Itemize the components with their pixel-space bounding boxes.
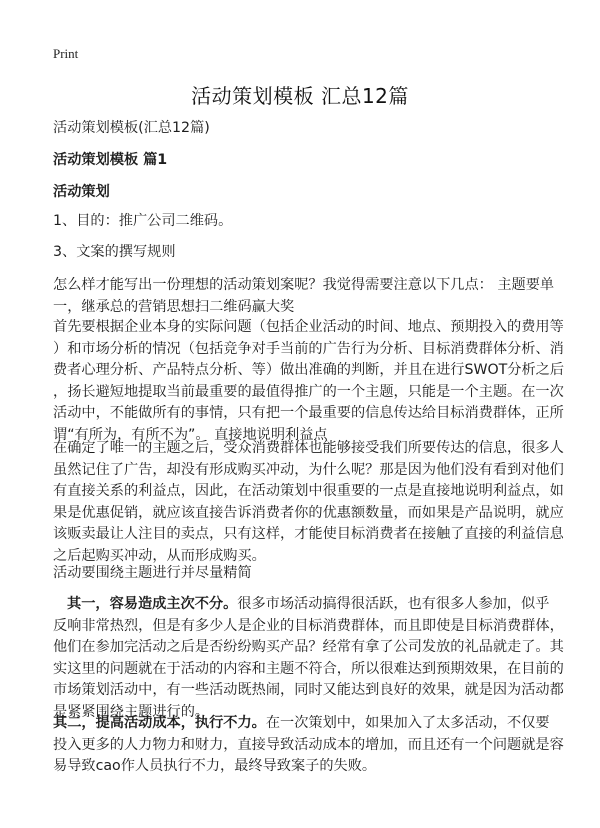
- text-line: 费者心理分析、产品特点分析、等）做出准确的判断，并且在进行SWOT分析之后: [53, 362, 565, 378]
- text-line: 该贩卖最让人注目的卖点，只有这样，才能使目标消费者在接触了直接的利益信息: [53, 526, 564, 542]
- text-line: 首先要根据企业本身的实际问题（包括企业活动的时间、地点、预期投入的费用等: [53, 319, 564, 335]
- text-line: 有直接关系的利益点，因此，在活动策划中很重要的一点是直接地说明利益点，如: [53, 483, 564, 499]
- text-line: 是紧紧围绕主题进行的。: [53, 703, 210, 720]
- paragraph-point-one: [53, 594, 563, 723]
- text-line: 实这里的问题就在于活动的内容和主题不符合，所以很难达到预期效果，在目前的: [53, 660, 564, 677]
- text-line: [53, 713, 563, 735]
- print-label[interactable]: Print: [53, 46, 79, 61]
- text-line: 在确定了唯一的主题之后，受众消费群体也能够接受我们所要传达的信息，很多人: [53, 440, 564, 456]
- text-line: 谓“有所为，有所不为”。 直接地说明利益点: [53, 426, 328, 443]
- text-line: 反响非常热烈，但是有多少人是企业的目标消费群体，而且即使是目标消费群体，: [53, 617, 564, 634]
- text-line: 他们在参加完活动之后是否纷纷购买产品？经常有拿了公司发放的礼品就走了。其: [53, 639, 564, 655]
- text-run: 很多市场活动搞得很活跃，也有很多人参加，似乎: [237, 596, 550, 612]
- section-heading: 活动策划: [53, 184, 110, 200]
- paragraph-benefits: [53, 438, 563, 567]
- paragraph-point-two: [53, 713, 563, 778]
- list-item-copy-rules: 3、文案的撰写规则: [53, 244, 176, 260]
- text-line: 易导致cao作人员执行不力，最终导致案子的失败。: [53, 758, 377, 774]
- text-line: 一，继承总的营销思想扫二维码赢大奖: [53, 298, 295, 315]
- text-line: [53, 594, 563, 616]
- text-line: 市场策划活动中，有一些活动既热闹，同时又能达到良好的效果，就是因为活动都: [53, 682, 564, 698]
- paragraph-focus-heading: 活动要围绕主题进行并尽量精简: [53, 565, 252, 581]
- text-line: 活动中，不能做所有的事情，只有把一个最重要的信息传达给目标消费群体，正所: [53, 405, 564, 421]
- text-line: 之后起购买冲动，从而形成购买。: [53, 547, 266, 564]
- text-line: 果是优惠促销，就应该直接告诉消费者你的优惠额数量，而如果是产品说明，就应: [53, 504, 564, 521]
- list-item-purpose: 1、目的：推广公司二维码。: [53, 213, 233, 229]
- bold-lead: 其一，容易造成主次不分。: [67, 596, 238, 612]
- chapter-heading: 活动策划模板 篇1: [53, 152, 168, 168]
- document-title: 活动策划模板 汇总12篇: [191, 84, 409, 108]
- text-line: 投入更多的人力物力和财力，直接导致活动成本的增加，而且还有一个问题就是容: [53, 736, 564, 753]
- text-run: 在一次策划中，如果加入了太多活动，不仅要: [265, 715, 550, 731]
- paragraph-theme: [53, 317, 563, 446]
- text-line: ，扬长避短地提取当前最重要的最值得推广的一个主题，只能是一个主题。在一次: [53, 383, 564, 400]
- text-line: 虽然记住了广告，却没有形成购买冲动，为什么呢？那是因为他们没有看到对他们: [53, 461, 564, 478]
- paragraph-intro: [53, 275, 563, 318]
- document-subtitle: 活动策划模板(汇总12篇): [53, 120, 210, 136]
- text-line: ）和市场分析的情况（包括竞争对手当前的广告行为分析、目标消费群体分析、消: [53, 340, 564, 357]
- text-line: 怎么样才能写出一份理想的活动策划案呢？我觉得需要注意以下几点： 主题要单: [53, 277, 555, 293]
- bold-lead: 其二，提高活动成本，执行不力。: [53, 715, 266, 731]
